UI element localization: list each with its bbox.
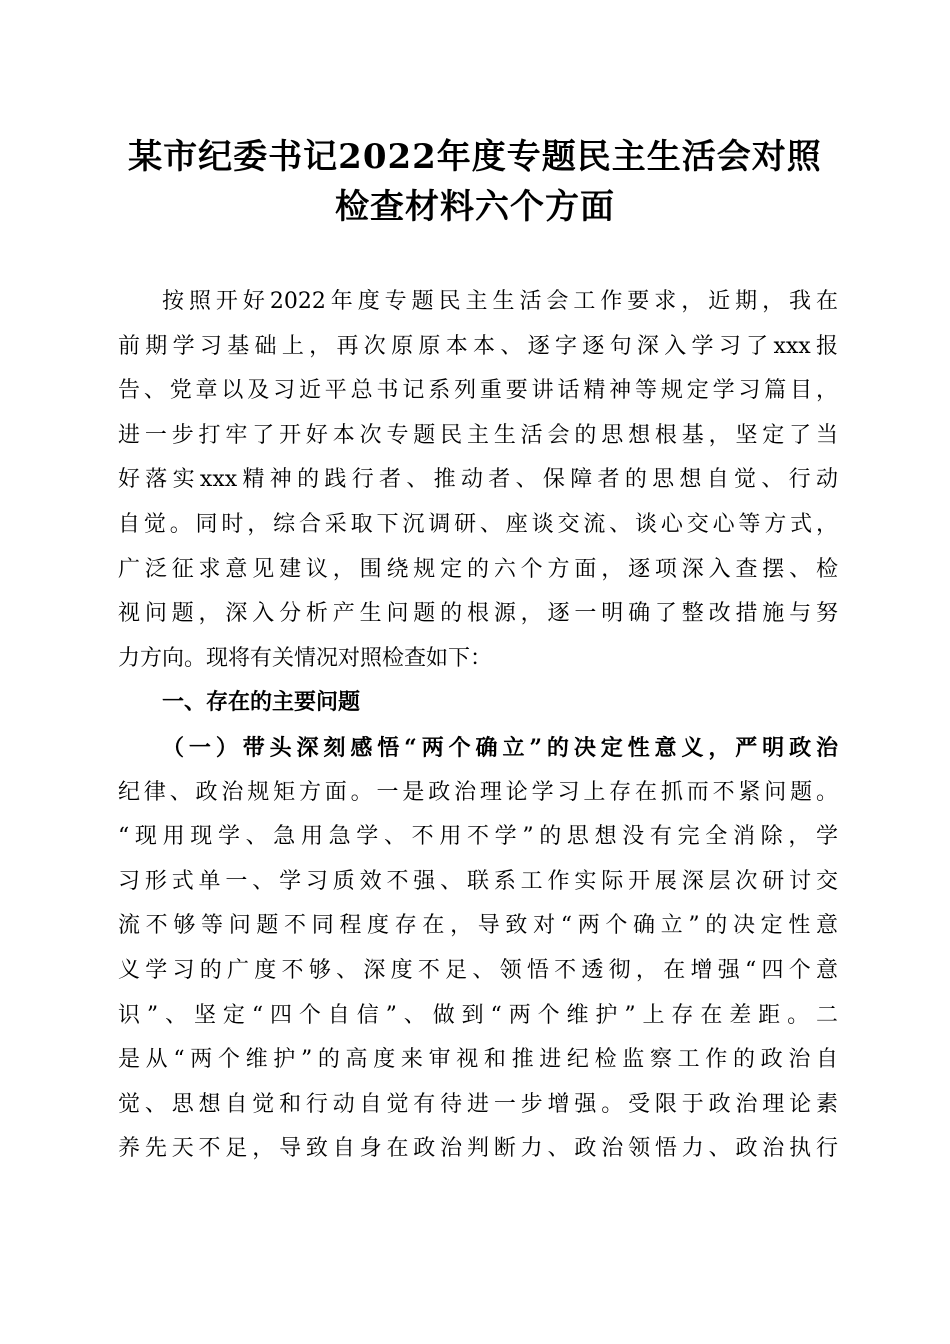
- subsection-line: 养先天不足，导致自身在政治判断力、政治领悟力、政治执行: [118, 1136, 838, 1162]
- intro-line: 广泛征求意见建议，围绕规定的六个方面，逐项深入查摆、检: [118, 556, 838, 582]
- intro-line: 进一步打牢了开好本次专题民主生活会的思想根基，坚定了当: [118, 422, 838, 448]
- subsection-line: 纪律、政治规矩方面。一是政治理论学习上存在抓而不紧问题。: [118, 779, 838, 805]
- subsection-line: 是从“两个维护”的高度来审视和推进纪检监察工作的政治自: [118, 1047, 838, 1073]
- intro-line: 告、党章以及习近平总书记系列重要讲话精神等规定学习篇目，: [118, 378, 838, 404]
- intro-line: 自觉。同时，综合采取下沉调研、座谈交流、谈心交心等方式，: [118, 511, 838, 537]
- subsection-line: 觉、思想自觉和行动自觉有待进一步增强。受限于政治理论素: [118, 1091, 838, 1117]
- intro-line: 前期学习基础上，再次原原本本、逐字逐句深入学习了xxx报: [118, 333, 838, 359]
- intro-line: 视问题，深入分析产生问题的根源，逐一明确了整改措施与努: [118, 601, 838, 627]
- intro-line: 好落实xxx精神的践行者、推动者、保障者的思想自觉、行动: [118, 467, 838, 493]
- subsection-line: “现用现学、急用急学、不用不学”的思想没有完全消除，学: [118, 824, 838, 850]
- subsection-line: 流不够等问题不同程度存在，导致对“两个确立”的决定性意: [118, 913, 838, 939]
- title-line-2: 检查材料六个方面: [335, 187, 615, 227]
- document-title: [100, 132, 850, 232]
- subsection-line: 习形式单一、学习质效不强、联系工作实际开展深层次研讨交: [118, 868, 838, 894]
- title-line-1: 某市纪委书记2022年度专题民主生活会对照: [128, 137, 822, 177]
- subsection-line: 识”、坚定“四个自信”、做到“两个维护”上存在差距。二: [118, 1002, 838, 1028]
- subsection-line: 义学习的广度不够、深度不足、领悟不透彻，在增强“四个意: [118, 957, 838, 983]
- subsection-lead: （一）带头深刻感悟“两个确立”的决定性意义，严明政治: [162, 734, 838, 761]
- intro-line: 力方向。现将有关情况对照检查如下：: [118, 645, 493, 671]
- section-heading: 一、存在的主要问题: [162, 690, 361, 716]
- intro-line: 按照开好2022年度专题民主生活会工作要求，近期，我在: [162, 289, 838, 314]
- document-body: [118, 280, 838, 1172]
